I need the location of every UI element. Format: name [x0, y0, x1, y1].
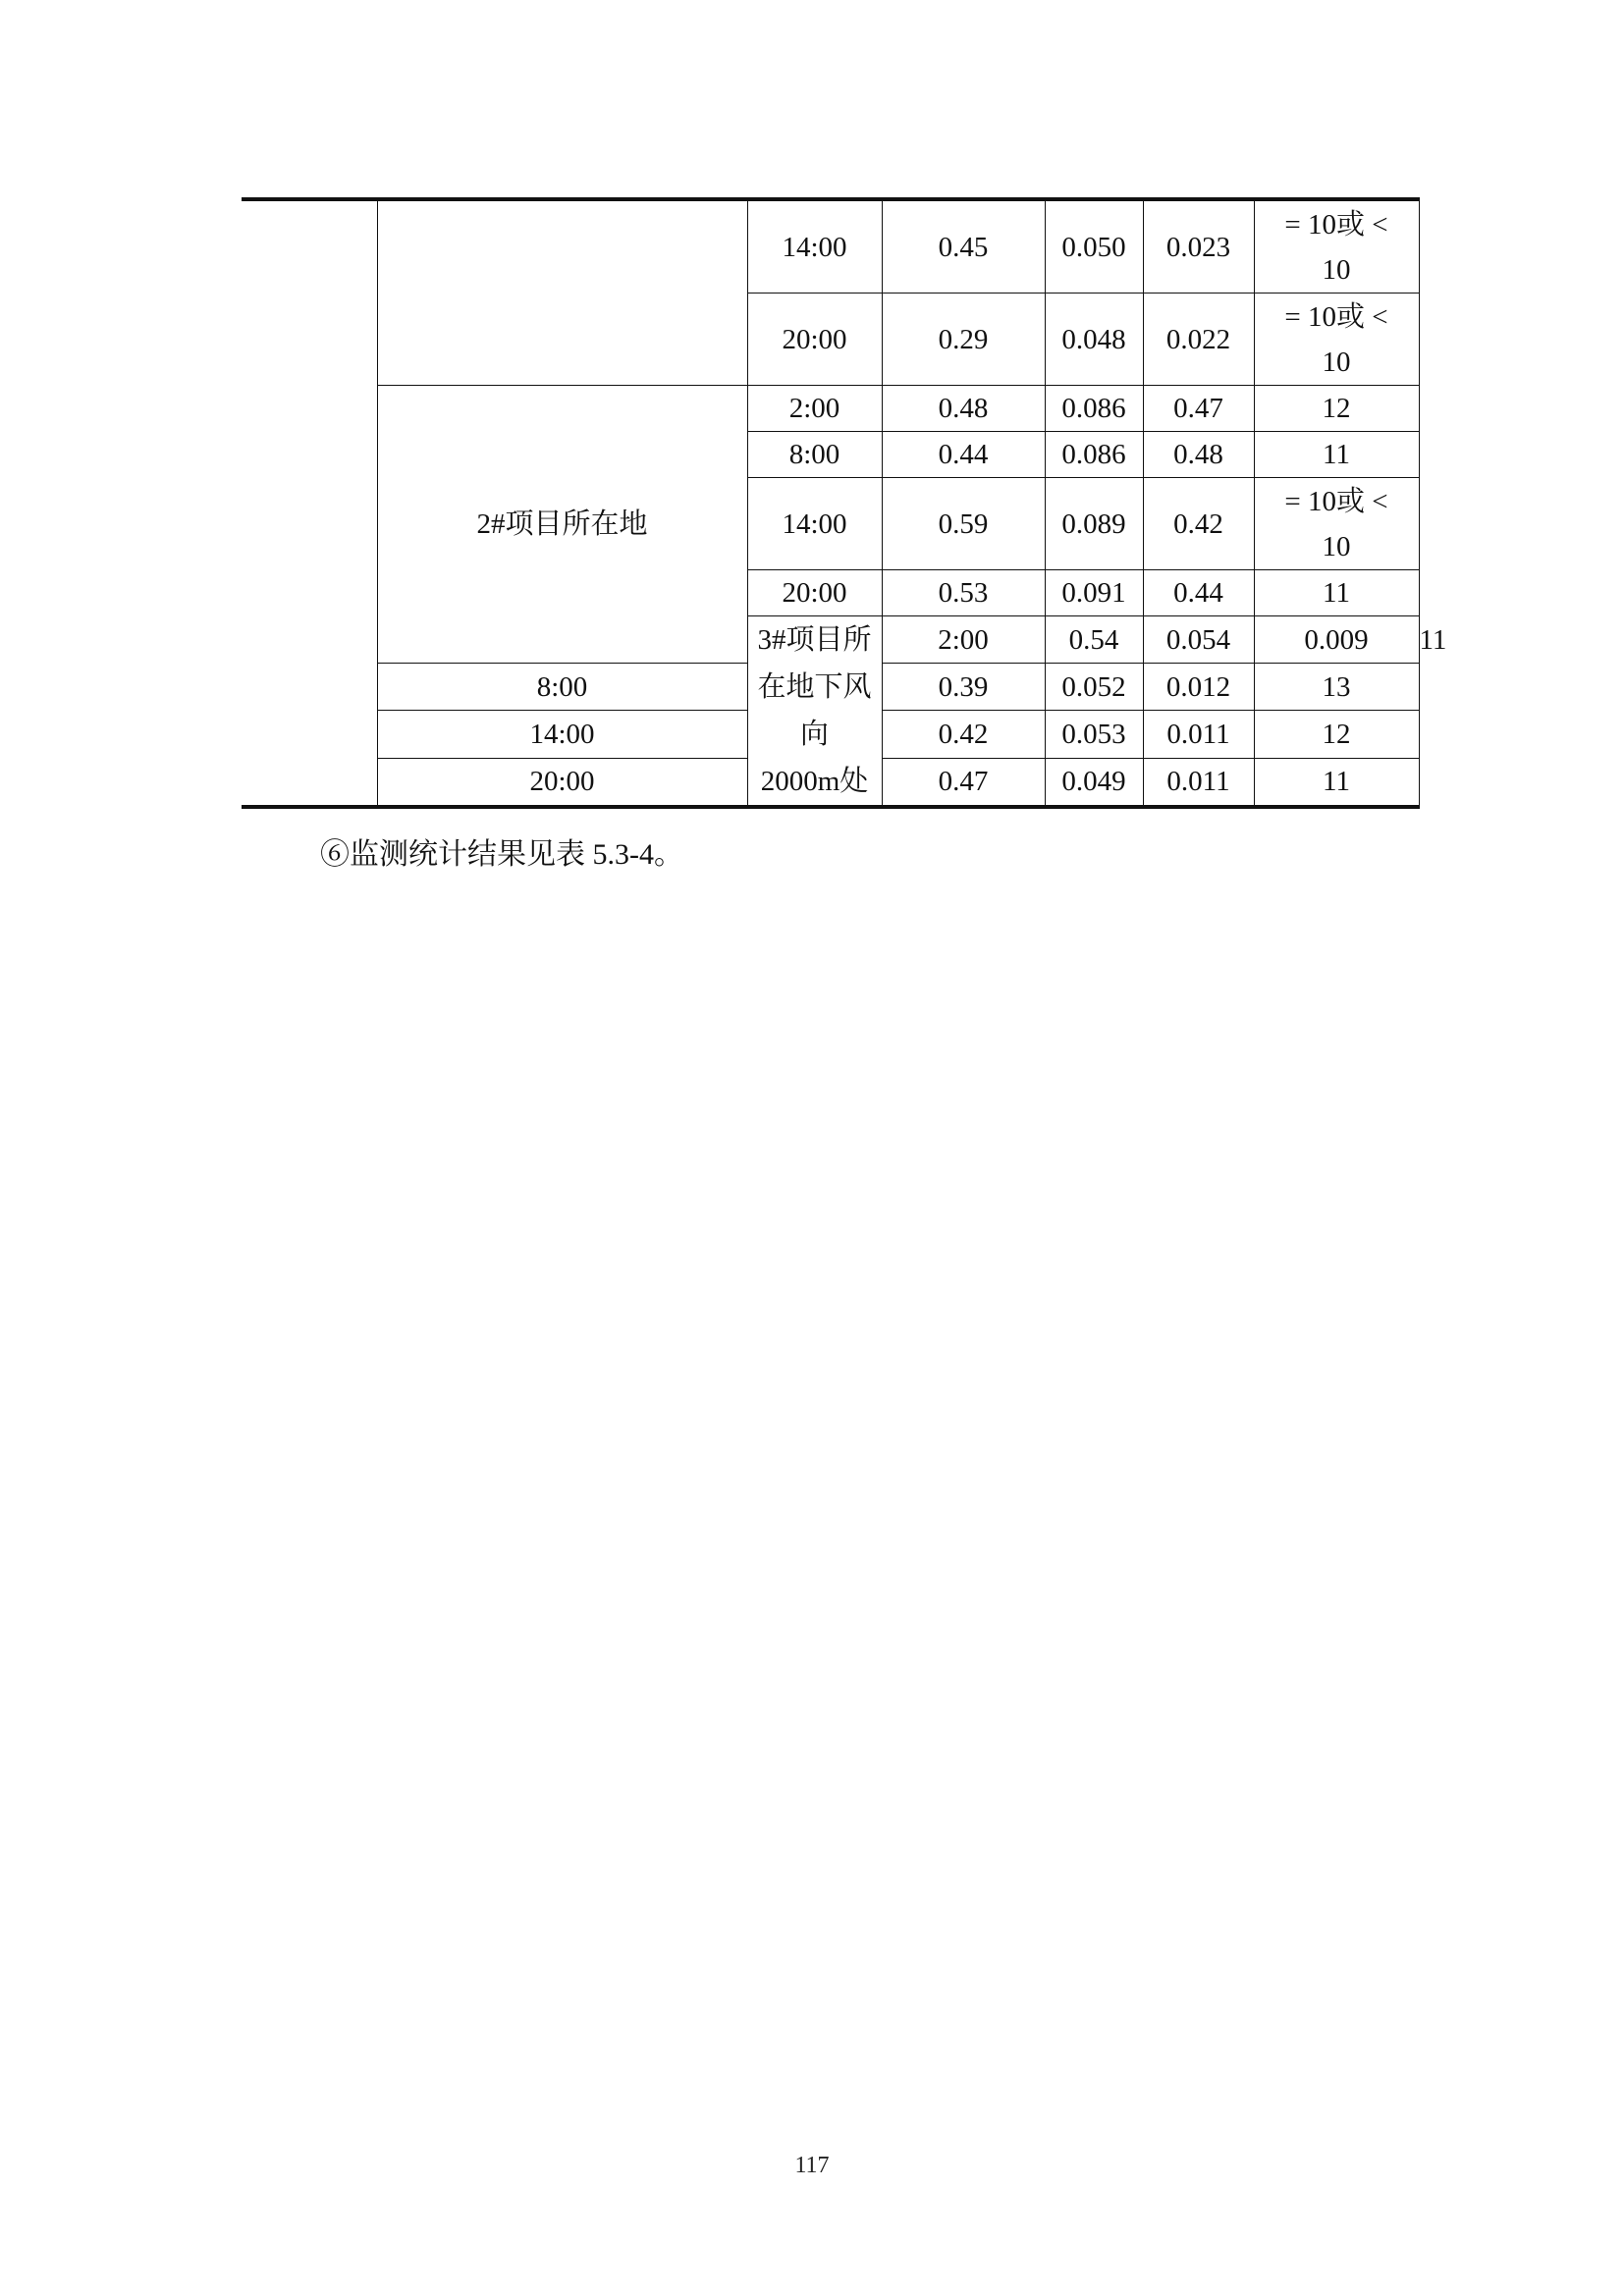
blank-category-cell	[242, 199, 377, 807]
time-cell: 8:00	[377, 664, 747, 711]
time-cell: 20:00	[747, 294, 882, 386]
value-cell: 0.089	[1045, 478, 1143, 570]
value-cell: 0.48	[1143, 432, 1254, 478]
time-cell: 14:00	[377, 711, 747, 758]
value-cell: 0.009	[1254, 616, 1419, 664]
value-cell: 0.049	[1045, 758, 1143, 807]
value-cell: 0.42	[882, 711, 1045, 758]
site-cell: 2#项目所在地	[377, 386, 747, 664]
time-cell: 20:00	[747, 570, 882, 616]
site-name-line: 3#项目所在地下风向	[757, 624, 872, 750]
value-cell: 0.44	[1143, 570, 1254, 616]
site-cell	[747, 616, 882, 808]
table-row: 3#项目所在地下风向 2000m处 2:00 0.54 0.054 0.009 11	[242, 616, 1419, 664]
value-cell: 0.022	[1143, 294, 1254, 386]
value-line: 10	[1322, 346, 1351, 378]
page-number: 117	[794, 2153, 830, 2178]
value-cell: 0.47	[1143, 386, 1254, 432]
value-cell: 0.091	[1045, 570, 1143, 616]
value-cell: 0.42	[1143, 478, 1254, 570]
value-cell: 11	[1254, 570, 1419, 616]
time-cell: 14:00	[747, 199, 882, 294]
value-cell: 13	[1254, 664, 1419, 711]
value-cell: 0.29	[882, 294, 1045, 386]
value-cell: 0.44	[882, 432, 1045, 478]
value-cell: 0.39	[882, 664, 1045, 711]
value-cell: 0.023	[1143, 199, 1254, 294]
value-cell: 0.050	[1045, 199, 1143, 294]
table-row	[242, 199, 1419, 294]
value-cell: 0.53	[882, 570, 1045, 616]
value-cell: 0.012	[1143, 664, 1254, 711]
value-cell: 0.086	[1045, 386, 1143, 432]
body-paragraph: ⑥监测统计结果见表 5.3-4。	[320, 838, 683, 871]
value-cell: 0.054	[1143, 616, 1254, 664]
value-cell: 0.011	[1143, 711, 1254, 758]
value-cell: 0.086	[1045, 432, 1143, 478]
table-row	[242, 386, 1419, 432]
value-cell: 12	[1254, 386, 1419, 432]
value-cell: 0.45	[882, 199, 1045, 294]
value-cell: 0.053	[1045, 711, 1143, 758]
value-cell	[1254, 199, 1419, 294]
site-name-line: 2000m处	[760, 766, 869, 797]
time-cell: 2:00	[747, 386, 882, 432]
site-cell	[377, 199, 747, 386]
value-line: = 10或 <	[1284, 208, 1388, 240]
value-cell: 0.48	[882, 386, 1045, 432]
value-cell: 0.048	[1045, 294, 1143, 386]
value-cell: 0.052	[1045, 664, 1143, 711]
value-cell	[1254, 478, 1419, 570]
value-cell	[1254, 294, 1419, 386]
time-cell: 14:00	[747, 478, 882, 570]
time-cell: 20:00	[377, 758, 747, 807]
monitoring-data-table	[242, 197, 1447, 809]
time-cell: 8:00	[747, 432, 882, 478]
value-cell: 11	[1254, 758, 1419, 807]
value-cell: 0.59	[882, 478, 1045, 570]
value-line: 10	[1322, 253, 1351, 286]
value-cell: 0.54	[1045, 616, 1143, 664]
value-cell: 12	[1254, 711, 1419, 758]
time-cell: 2:00	[882, 616, 1045, 664]
value-line: = 10或 <	[1284, 485, 1388, 517]
value-cell: 0.011	[1143, 758, 1254, 807]
value-line: = 10或 <	[1284, 300, 1388, 333]
value-line: 10	[1322, 530, 1351, 562]
value-cell: 0.47	[882, 758, 1045, 807]
value-cell: 11	[1254, 432, 1419, 478]
